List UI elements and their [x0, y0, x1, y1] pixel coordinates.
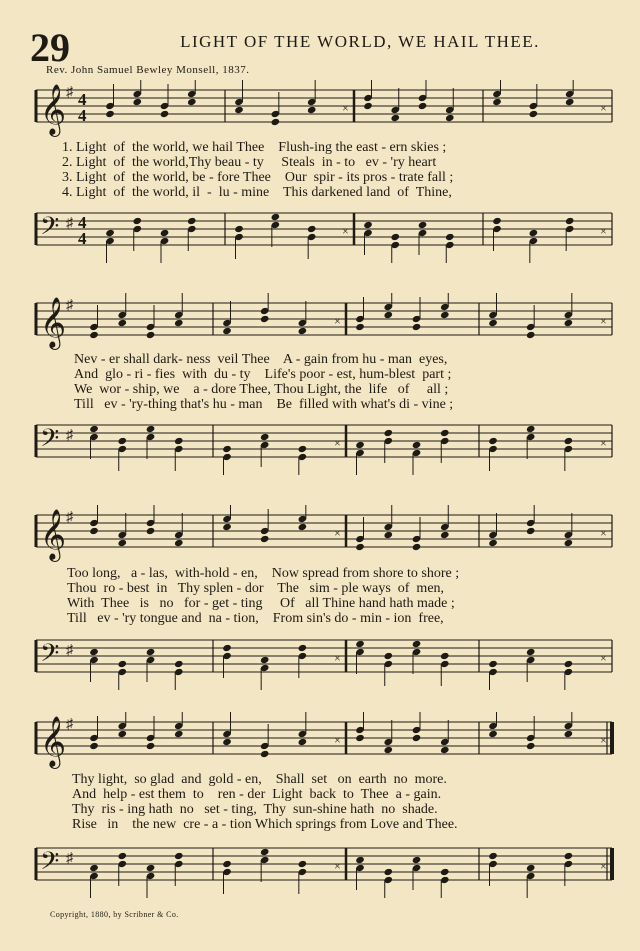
note-head [526, 742, 536, 750]
treble-clef-icon: 𝄞 [40, 84, 67, 135]
note-head [160, 229, 170, 237]
note-head [445, 233, 455, 241]
hymn-title: LIGHT OF THE WORLD, WE HAIL THEE. [180, 32, 540, 51]
bass-staff-system-1 [0, 203, 640, 263]
note-head [307, 225, 317, 233]
note-head [174, 319, 184, 327]
note-head [174, 852, 184, 860]
note-head [271, 118, 281, 126]
treble-staff-system-1 [0, 80, 640, 140]
note-head [564, 319, 574, 327]
note-head [363, 221, 373, 229]
note-head [298, 644, 308, 652]
rest-icon: × [600, 224, 607, 238]
note-head [89, 425, 99, 433]
note-head [564, 730, 574, 738]
verse-line: Thou ro - best in Thy splen - dor The sim - ple ways of men, [67, 581, 445, 596]
note-head [117, 437, 127, 445]
verse-lines-system-2 [0, 352, 640, 412]
hymn-author: Rev. John Samuel Bewley Monsell, 1837. [46, 64, 250, 76]
note-head [492, 98, 502, 106]
note-head [383, 746, 393, 754]
note-head [105, 110, 115, 118]
bass-staff-system-4 [0, 838, 640, 898]
note-head [89, 331, 99, 339]
note-head [132, 98, 142, 106]
rest-icon: × [600, 526, 607, 540]
verse-line: Thy light, so glad and gold - en, Shall set on earth no more. [72, 772, 447, 787]
note-head [307, 106, 317, 114]
note-head [234, 106, 244, 114]
rest-icon: × [600, 314, 607, 328]
note-head [117, 660, 127, 668]
note-head [89, 648, 99, 656]
bass-staff-system-2 [0, 415, 640, 475]
note-head [440, 746, 450, 754]
note-head [298, 327, 308, 335]
verse-line: And glo - ri - fies with du - ty Life's poor - est, hum-blest part ; [74, 367, 452, 382]
rest-icon: × [334, 314, 341, 328]
note-head [488, 660, 498, 668]
rest-icon: × [334, 436, 341, 450]
note-head [222, 738, 232, 746]
note-head [222, 644, 232, 652]
rest-icon: × [600, 733, 607, 747]
hymn-number: 29 [30, 25, 70, 70]
note-head [445, 114, 455, 122]
note-head [146, 742, 156, 750]
rest-icon: × [342, 224, 349, 238]
note-head [488, 319, 498, 327]
verse-line: 2. Light of the world,Thy beau - ty Steals in - to ev - 'ry heart [62, 155, 437, 170]
note-head [565, 98, 575, 106]
note-head [234, 225, 244, 233]
note-head [564, 539, 574, 547]
note-head [488, 852, 498, 860]
verse-line: Till ev - 'ry tongue and na - tion, From sin's do - min - ion free, [67, 611, 444, 626]
treble-clef-icon: 𝄞 [40, 297, 67, 348]
note-head [529, 229, 539, 237]
note-head [117, 852, 127, 860]
treble-staff-system-2 [0, 293, 640, 353]
note-head [89, 742, 99, 750]
sharp-icon: ♯ [66, 643, 73, 658]
rest-icon: × [334, 526, 341, 540]
note-head [298, 738, 308, 746]
note-head [174, 730, 184, 738]
note-head [174, 539, 184, 547]
verse-line: We wor - ship, we a - dore Thee, Thou Light, the life of all ; [74, 382, 449, 397]
note-head [187, 98, 197, 106]
note-head [222, 860, 232, 868]
note-head [146, 864, 156, 872]
sharp-icon: ♯ [66, 216, 73, 231]
note-head [117, 319, 127, 327]
note-head [440, 652, 450, 660]
note-head [440, 531, 450, 539]
note-head [488, 730, 498, 738]
note-head [526, 648, 536, 656]
verse-line: Rise in the new cre - a - tion Which springs from Love and Thee. [72, 817, 458, 832]
bass-clef-icon: 𝄢 [40, 424, 60, 459]
note-head [526, 527, 536, 535]
verse-line: 4. Light of the world, il - lu - mine This darkened land of Thine, [62, 185, 452, 200]
note-head [440, 311, 450, 319]
verse-lines-system-4 [0, 772, 640, 832]
bass-clef-icon: 𝄢 [40, 212, 60, 247]
rest-icon: × [600, 436, 607, 450]
note-head [418, 221, 428, 229]
sharp-icon: ♯ [66, 428, 73, 443]
note-head [564, 660, 574, 668]
verse-line: 3. Light of the world, be - fore Thee Our spir - its pros - trate fall ; [62, 170, 454, 185]
note-head [488, 437, 498, 445]
note-head [363, 102, 373, 110]
note-head [260, 750, 270, 758]
treble-staff-system-4 [0, 712, 640, 772]
note-head [383, 531, 393, 539]
sharp-icon: ♯ [66, 298, 73, 313]
note-head [355, 323, 365, 331]
note-head [390, 114, 400, 122]
note-head [412, 734, 422, 742]
note-head [383, 429, 393, 437]
note-head [418, 102, 428, 110]
time-signature-top: 4 [78, 90, 87, 109]
note-head [529, 110, 539, 118]
note-head [355, 543, 365, 551]
note-head [160, 110, 170, 118]
note-head [298, 860, 308, 868]
note-head [222, 523, 232, 531]
note-head [222, 445, 232, 453]
note-head [488, 539, 498, 547]
note-head [132, 217, 142, 225]
verse-line: 1. Light of the world, we hail Thee Flush-ing the east - ern skies ; [62, 140, 447, 155]
time-signature-top: 4 [78, 213, 87, 232]
note-head [440, 868, 450, 876]
sharp-icon: ♯ [66, 851, 73, 866]
note-head [271, 213, 281, 221]
note-head [383, 652, 393, 660]
note-head [298, 445, 308, 453]
treble-clef-icon: 𝄞 [40, 716, 67, 767]
note-head [117, 539, 127, 547]
note-head [222, 327, 232, 335]
note-head [412, 856, 422, 864]
bass-clef-icon: 𝄢 [40, 639, 60, 674]
verse-lines-system-1 [0, 140, 640, 200]
rest-icon: × [342, 101, 349, 115]
note-head [383, 868, 393, 876]
note-head [412, 323, 422, 331]
note-head [146, 527, 156, 535]
note-head [89, 864, 99, 872]
rest-icon: × [600, 859, 607, 873]
note-head [564, 852, 574, 860]
note-head [146, 648, 156, 656]
note-head [440, 429, 450, 437]
verse-line: Nev - er shall dark- ness veil Thee A - gain from hu - man eyes, [74, 352, 448, 367]
sharp-icon: ♯ [66, 85, 73, 100]
note-head [492, 217, 502, 225]
note-head [174, 660, 184, 668]
sharp-icon: ♯ [66, 717, 73, 732]
copyright-notice: Copyright, 1880, by Scribner & Co. [50, 910, 179, 919]
note-head [260, 656, 270, 664]
note-head [390, 233, 400, 241]
time-signature-bottom: 4 [78, 106, 87, 125]
note-head [105, 229, 115, 237]
note-head [526, 331, 536, 339]
note-head [260, 433, 270, 441]
note-head [355, 441, 365, 449]
verse-line: With Thee is no for - get - ting Of all Thine hand hath made ; [67, 596, 455, 611]
note-head [564, 437, 574, 445]
note-head [187, 217, 197, 225]
note-head [146, 331, 156, 339]
note-head [565, 217, 575, 225]
note-head [355, 734, 365, 742]
bass-clef-icon: 𝄢 [40, 847, 60, 882]
note-head [412, 441, 422, 449]
note-head [383, 311, 393, 319]
verse-lines-system-3 [0, 566, 640, 626]
rest-icon: × [600, 651, 607, 665]
rest-icon: × [334, 733, 341, 747]
note-head [355, 856, 365, 864]
note-head [526, 864, 536, 872]
note-head [260, 315, 270, 323]
note-head [298, 523, 308, 531]
note-head [89, 527, 99, 535]
note-head [174, 437, 184, 445]
treble-clef-icon: 𝄞 [40, 509, 67, 560]
verse-line: Till ev - 'ry-thing that's hu - man Be filled with what's di - vine ; [74, 397, 454, 412]
note-head [117, 730, 127, 738]
note-head [526, 425, 536, 433]
time-signature-bottom: 4 [78, 229, 87, 248]
note-head [260, 535, 270, 543]
rest-icon: × [334, 651, 341, 665]
note-head [260, 848, 270, 856]
rest-icon: × [600, 101, 607, 115]
verse-line: And help - est them to ren - der Light back to Thee a - gain. [72, 787, 442, 802]
bass-staff-system-3 [0, 630, 640, 690]
sharp-icon: ♯ [66, 510, 73, 525]
note-head [355, 640, 365, 648]
note-head [146, 425, 156, 433]
note-head [412, 543, 422, 551]
treble-staff-system-3 [0, 505, 640, 565]
note-head [412, 640, 422, 648]
rest-icon: × [334, 859, 341, 873]
verse-line: Thy ris - ing hath no set - ting, Thy sun-shine hath no shade. [72, 802, 438, 817]
verse-line: Too long, a - las, with-hold - en, Now spread from shore to shore ; [67, 566, 460, 581]
